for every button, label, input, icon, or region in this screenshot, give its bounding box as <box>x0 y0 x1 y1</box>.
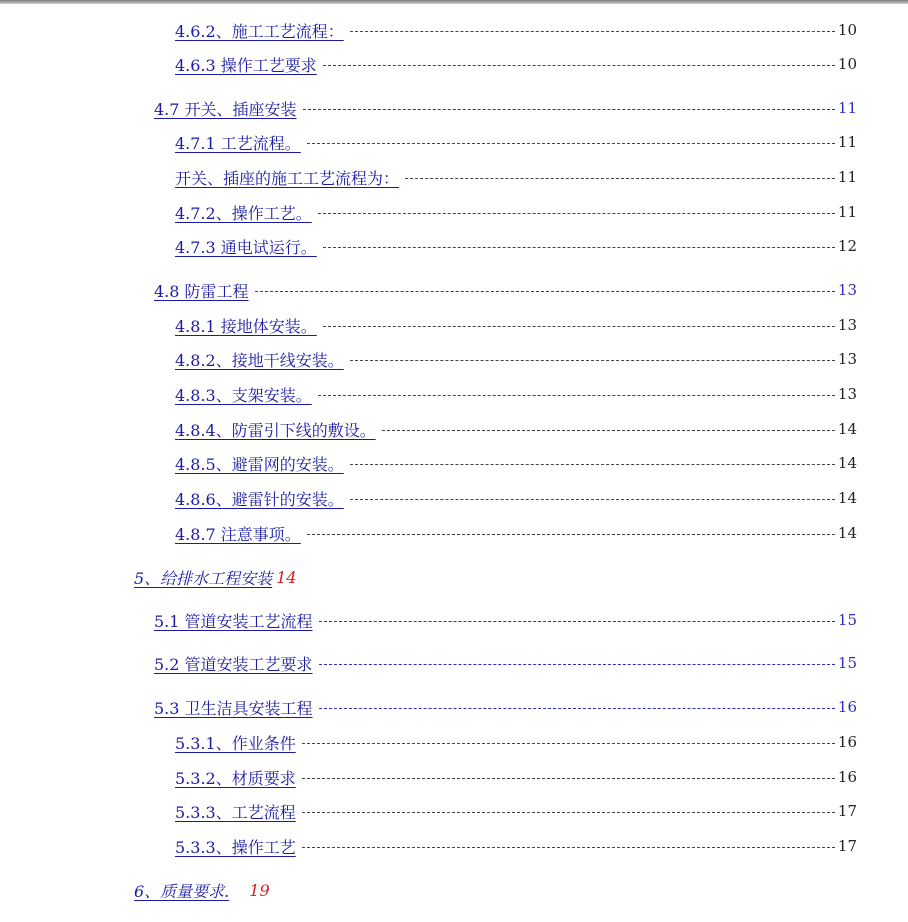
toc-entry-title[interactable]: 4.8.3、支架安装。 <box>175 385 312 405</box>
toc-page-number: 11 <box>837 133 857 151</box>
toc-page-number: 14 <box>837 420 857 438</box>
toc-page-number: 15 <box>837 654 857 672</box>
toc-entry-4-8-7[interactable] <box>175 522 857 544</box>
toc-dot-leader <box>318 395 835 396</box>
toc-dot-leader <box>302 812 835 813</box>
toc-page-number: 13 <box>837 350 857 368</box>
toc-entry-title[interactable]: 4.7.2、操作工艺。 <box>175 203 312 223</box>
toc-page-number: 14 <box>276 567 297 587</box>
toc-page-number: 17 <box>837 802 857 820</box>
toc-dot-leader <box>303 109 835 110</box>
toc-page-number: 10 <box>837 55 857 73</box>
toc-dot-leader <box>350 464 835 465</box>
toc-dot-leader <box>405 178 835 179</box>
toc-entry-4-8-6[interactable] <box>175 487 857 509</box>
toc-dot-leader <box>307 143 835 144</box>
toc-entry-5-2[interactable] <box>154 652 857 674</box>
toc-entry-title[interactable]: 5、给排水工程安装 <box>134 568 273 588</box>
toc-entry-title[interactable]: 5.3 卫生洁具安装工程 <box>154 698 313 718</box>
toc-page-number: 16 <box>837 698 857 716</box>
toc-entry-4-8[interactable] <box>154 279 857 301</box>
toc-entry-title[interactable]: 4.8.7 注意事项。 <box>175 524 301 544</box>
toc-dot-leader <box>319 664 835 665</box>
toc-entry-4-8-5[interactable] <box>175 452 857 474</box>
toc-page-number: 14 <box>837 524 857 542</box>
toc-dot-leader <box>382 430 835 431</box>
toc-entry-title[interactable]: 4.6.2、施工工艺流程： <box>175 21 344 41</box>
toc-entry-5-1[interactable] <box>154 609 857 631</box>
toc-entry-title[interactable]: 4.7.3 通电试运行。 <box>175 237 317 257</box>
toc-entry-5-3-2[interactable] <box>175 766 857 788</box>
toc-dot-leader <box>323 65 835 66</box>
toc-entry-5-3-1[interactable] <box>175 731 857 753</box>
toc-entry-title[interactable]: 5.3.3、工艺流程 <box>175 802 296 822</box>
toc-entry-4-8-3[interactable] <box>175 383 857 405</box>
toc-page-number: 13 <box>837 316 857 334</box>
toc-entry-title[interactable]: 开关、插座的施工工艺流程为： <box>175 168 400 188</box>
toc-entry-title[interactable]: 4.8.4、防雷引下线的敷设。 <box>175 420 376 440</box>
toc-entry-title[interactable]: 5.3.3、操作工艺 <box>175 837 296 857</box>
toc-entry-5-3-3-process[interactable] <box>175 800 857 822</box>
toc-entry-5-3[interactable] <box>154 696 857 718</box>
toc-entry-4-8-4[interactable] <box>175 418 857 440</box>
toc-entry-4-7-3[interactable] <box>175 235 857 257</box>
toc-page-number: 10 <box>837 21 857 39</box>
toc-page-number: 19 <box>249 880 270 900</box>
toc-page-number: 14 <box>837 489 857 507</box>
toc-dot-leader <box>350 360 835 361</box>
toc-page-number: 11 <box>837 203 857 221</box>
toc-entry-title[interactable]: 5.2 管道安装工艺要求 <box>154 654 313 674</box>
toc-page-number: 15 <box>837 611 857 629</box>
toc-entry-5-3-3-operation[interactable] <box>175 835 857 857</box>
toc-dot-leader <box>255 291 835 292</box>
toc-page-number: 12 <box>837 237 857 255</box>
toc-entry-4-7-2[interactable] <box>175 201 857 223</box>
toc-entry-title[interactable]: 5.3.2、材质要求 <box>175 768 296 788</box>
toc-entry-title[interactable]: 5.3.1、作业条件 <box>175 733 296 753</box>
toc-entry-4-8-2[interactable] <box>175 348 857 370</box>
toc-dot-leader <box>318 213 835 214</box>
toc-entry-title[interactable]: 4.8 防雷工程 <box>154 281 249 301</box>
toc-dot-leader <box>350 31 835 32</box>
toc-entry-4-7[interactable] <box>154 97 857 119</box>
toc-entry-4-7-1[interactable] <box>175 131 857 153</box>
toc-entry-title[interactable]: 4.7 开关、插座安装 <box>154 99 297 119</box>
toc-entry-chapter-5[interactable] <box>134 566 297 588</box>
toc-dot-leader <box>319 708 835 709</box>
toc-dot-leader <box>307 534 835 535</box>
toc-page-number: 16 <box>837 733 857 751</box>
toc-page-number: 11 <box>837 168 857 186</box>
toc-dot-leader <box>350 499 835 500</box>
toc-dot-leader <box>302 778 835 779</box>
toc-entry-title[interactable]: 4.8.5、避雷网的安装。 <box>175 454 344 474</box>
toc-dot-leader <box>302 743 835 744</box>
toc-page-number: 13 <box>837 385 857 403</box>
toc-page-number: 14 <box>837 454 857 472</box>
toc-entry-title[interactable]: 5.1 管道安装工艺流程 <box>154 611 313 631</box>
toc-entry-title[interactable]: 4.7.1 工艺流程。 <box>175 133 301 153</box>
toc-dot-leader <box>302 847 835 848</box>
toc-entry-chapter-6[interactable] <box>134 879 270 901</box>
toc-entry-title[interactable]: 4.6.3 操作工艺要求 <box>175 55 317 75</box>
toc-entry-title[interactable]: 4.8.1 接地体安装。 <box>175 316 317 336</box>
toc-entry-title[interactable]: 6、质量要求. <box>134 881 230 901</box>
toc-entry-title[interactable]: 4.8.2、接地干线安装。 <box>175 350 344 370</box>
toc-page-number: 17 <box>837 837 857 855</box>
toc-entry-4-6-2[interactable] <box>175 19 857 41</box>
toc-entry-4-6-3[interactable] <box>175 53 857 75</box>
toc-dot-leader <box>323 326 835 327</box>
toc-page-number: 13 <box>837 281 857 299</box>
window-top-edge <box>0 0 908 4</box>
toc-page-number: 11 <box>837 99 857 117</box>
toc-dot-leader <box>319 621 835 622</box>
toc-page-number: 16 <box>837 768 857 786</box>
toc-entry-4-8-1[interactable] <box>175 314 857 336</box>
toc-entry-title[interactable]: 4.8.6、避雷针的安装。 <box>175 489 344 509</box>
toc-entry-switch-socket-process[interactable] <box>175 166 857 188</box>
toc-dot-leader <box>323 247 835 248</box>
